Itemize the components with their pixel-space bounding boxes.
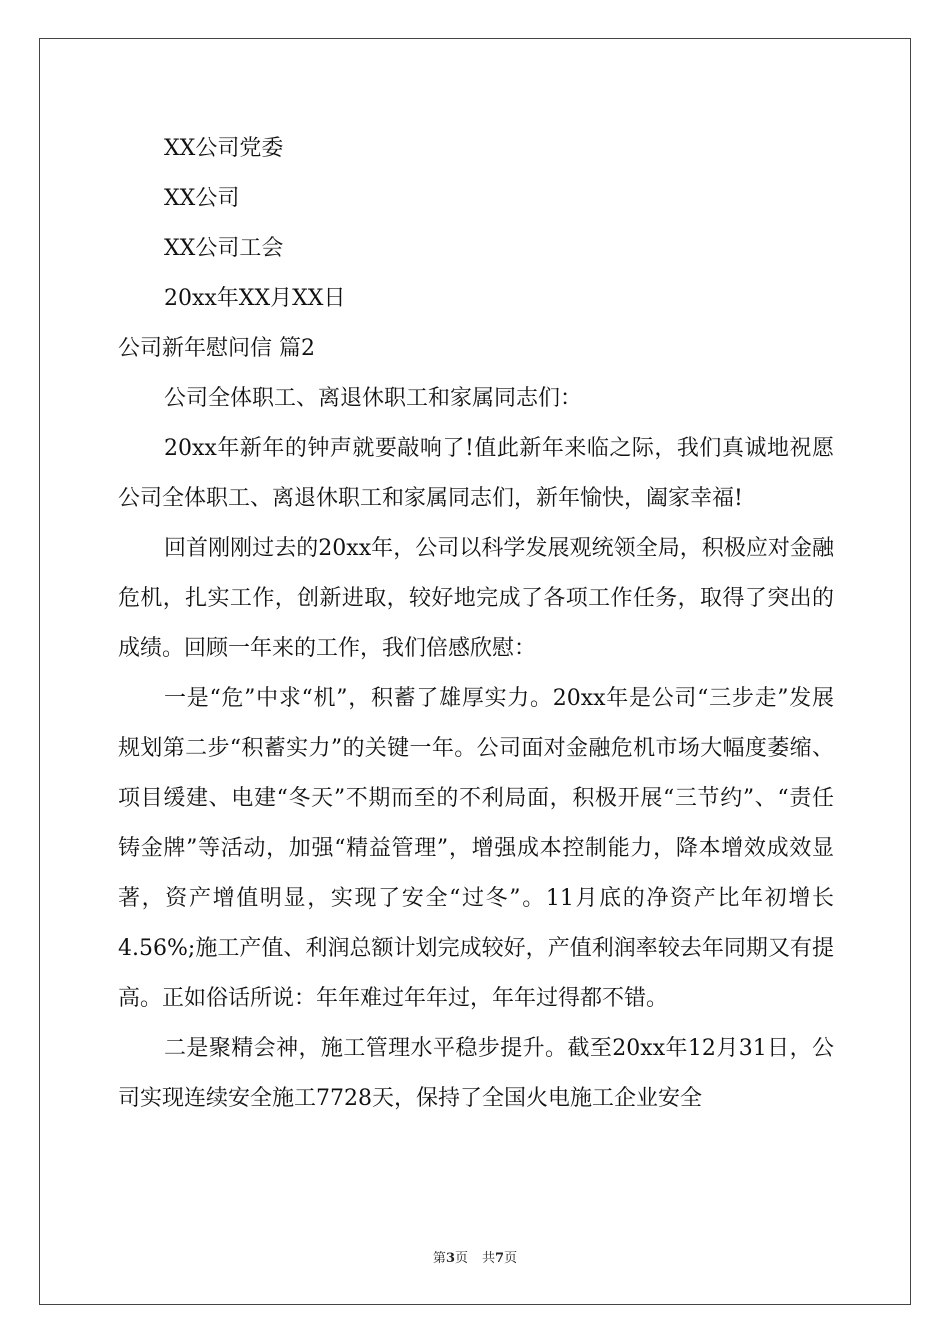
paragraph-new-year-greeting: 20xx年新年的钟声就要敲响了!值此新年来临之际，我们真诚地祝愿公司全体职工、离退休职工和家属同志们，新年愉快，阖家幸福! xyxy=(118,436,834,511)
page-footer xyxy=(0,1247,950,1266)
signature-labor-union: XX公司工会 xyxy=(164,236,284,261)
paragraph-point-one: 一是“危”中求“机”，积蓄了雄厚实力。20xx年是公司“三步走”发展规划第二步“积蓄实力”的关键一年。公司面对金融危机市场大幅度萎缩、项目缓建、电建“冬天”不期而至的不利局面，积极开展“三节约”、“责任铸金牌”等活动，加强“精益管理”，增强成本控制能力，降本增效成效显著，资产增值明显，实现了安全“过冬”。11月底的净资产比年初增长4.56%;施工产值、利润总额计划完成较好，产值利润率较去年同期又有提高。正如俗话所说：年年难过年年过，年年过得都不错。 xyxy=(118,686,834,1011)
paragraph-year-review: 回首刚刚过去的20xx年，公司以科学发展观统领全局，积极应对金融危机，扎实工作，创新进取，较好地完成了各项工作任务，取得了突出的成绩。回顾一年来的工作，我们倍感欣慰： xyxy=(118,536,834,661)
signature-company: XX公司 xyxy=(164,186,240,211)
salutation: 公司全体职工、离退休职工和家属同志们： xyxy=(164,386,583,411)
paragraph-point-two: 二是聚精会神，施工管理水平稳步提升。截至20xx年12月31日，公司实现连续安全施工7728天，保持了全国火电施工企业安全 xyxy=(118,1036,834,1111)
page-prefix: 第 xyxy=(432,1251,446,1266)
page-suffix: 页 xyxy=(454,1251,468,1266)
page-total: 7 xyxy=(495,1251,505,1266)
section-title: 公司新年慰问信 篇2 xyxy=(118,336,315,361)
page-current: 3 xyxy=(445,1251,455,1266)
total-suffix: 页 xyxy=(504,1251,518,1266)
signature-party-committee: XX公司党委 xyxy=(164,136,284,161)
document-body xyxy=(118,124,834,1124)
signature-date: 20xx年XX月XX日 xyxy=(164,286,346,311)
total-prefix: 共 xyxy=(482,1251,496,1266)
